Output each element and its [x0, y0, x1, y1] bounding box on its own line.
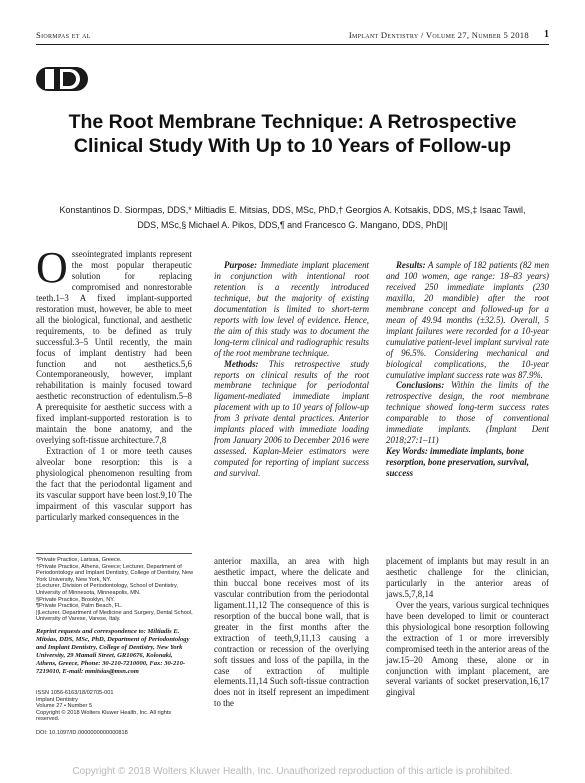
abstract-column-left [214, 260, 369, 479]
intro-paragraph-1: sseointegrated implants represent the most popular therapeutic solution for replacing compromised and nonrestorable teeth.1–3 A fixed implant-supported restoration must, however, be able to meet all the biological, functional, and aesthetic requirements, to be defined as truly successful.3–5 Until recently, the main focus of implant dentistry had been function and not aesthetics.5,6 Contemporaneously, however, implant rehabilitation is mainly focused toward aesthetic reconstruction of edentulism.5–8 A prerequisite for aesthetic success with a fixed implant-supported restoration is to maintain the bone anatomy, and the overlying soft-tissue architecture.7,8 [36, 249, 192, 446]
issn-line: ISSN 1056-6163/18/02705-001 [36, 690, 114, 696]
body-paragraph: placement of implants but may result in an aesthetic challenge for the clinician, particularly in the anterior areas of jaws.5,7,8,14 [386, 556, 549, 599]
footnote: ‡Lecturer, Division of Periodontology, School of Dentistry, University of Minnesota, Minneapolis, MN. [36, 583, 178, 596]
author-list: Konstantinos D. Siormpas, DDS,* Miltiadis E. Mitsias, DDS, MSc, PhD,† Georgios A. Kotsakis, DDS, MS,‡ Isaac Tawil, DDS, MSc,§ Michael A. Pikos, DDS,¶ and Francesco G. Mangano, DDS, PhD|| [59, 205, 526, 230]
results-text: A sample of 182 patients (82 men and 100 women, age range: 18–83 years) received 250 immediate implants (230 maxilla, 20 mandible) after the root membrane concept and followed-up for a mean of 49.94 months (±32.5). Overall, 5 implant failures were recorded for a 10-year cumulative patient-level implant survival rate of 96.5%. Considering mechanical and biological complications, the 10-year cumulative implant success rate was 87.9%. [386, 260, 550, 380]
body-column-middle [214, 556, 369, 709]
methods-text: This retrospective study reports on clinical results of the root membrane technique for periodontal ligament-mediated immediate implant placement with up to 10 years of follow-up from 3 private dental practices. Anterior implants placed with immediate loading from January 2006 to December 2016 were assessed. Kaplan-Meier estimators were computed for reporting of implant success and survival. [214, 358, 370, 479]
conclusions-text: Within the limits of the retrospective design, the root membrane technique showed long-term success rates comparable to those of conventional immediate implants. (Implant Dent 2018;27:1–11) [386, 380, 549, 446]
header-rule [36, 44, 549, 45]
volume-line: Volume 27 • Number 5 [36, 703, 93, 710]
rights-line: Copyright © 2018 Wolters Kluwer Health, Inc. All rights reserved. [36, 709, 172, 723]
conclusions-label: Conclusions: [396, 380, 445, 391]
journal-line: Implant Dentistry [36, 696, 78, 703]
keywords-label: Key Words: [386, 446, 428, 457]
running-head-journal: Implant Dentistry / Volume 27, Number 5 2018 [348, 30, 529, 40]
purpose-text: Immediate implant placement in conjunction with intentional root retention is a recently introduced technique, but the majority of existing documentation is limited to short-term reports with low level of evidence. Hence, the aim of this study was to document the long-term clinical and radiographic results of the root membrane technique. [214, 260, 369, 358]
intro-column [36, 243, 192, 523]
doi: DOI: 10.1097/ID.0000000000000818 [36, 730, 128, 736]
drop-cap: O [36, 243, 68, 292]
methods-label: Methods: [224, 358, 259, 369]
journal-logo [36, 67, 88, 91]
issn-block [36, 690, 186, 723]
body-column-right [386, 556, 549, 698]
copyright-notice: Copyright © 2018 Wolters Kluwer Health, Inc. Unauthorized reproduction of this article is prohibited. [72, 766, 513, 777]
body-paragraph: anterior maxilla, an area with high aesthetic impact, where the delicate and thin buccal bone receives most of its vascular contribution from the periodontal ligament.11,12 The consequence of this is resorption of the buccal bone wall, that is greater in the first months after the extraction of teeth,9,11,13 causing a contraction or recession of the overlying soft tissues and loss of the papilla, in the case of extraction of multiple elements.11,14 Such soft-tissue contraction does not in itself represent an impediment to the [214, 556, 369, 709]
footnote: †Private Practice, Athens, Greece; Lecturer, Department of Periodontology and Implant Dentistry, College of Dentistry, New York University, New York, NY. [36, 563, 194, 583]
footnote: §Private Practice, Brooklyn, NY. [36, 596, 115, 603]
purpose-label: Purpose: [224, 260, 258, 270]
reprint-requests: Reprint requests and correspondence to: Miltiadis E. Mitsias, DDS, MSc, PhD, Department of Periodontology and Implant Dentistry, College of Dentistry, New York University, 29 Mamali Street, GR10676, Kolonaki, Athens, Greece, Phone: 30-210-7210000, Fax: 30-210-7219010, E-mail: mmitsias@msn.com [36, 628, 190, 675]
body-paragraph: Over the years, various surgical techniques have been developed to limit or counteract this physiological bone resorption following the extraction of 1 or more irreversibly compromised teeth in the anterior areas of the jaw.15–20 Among these, alone or in conjunction with implant placement, are several variants of socket preservation,16,17 gingival [386, 599, 549, 698]
results-label: Results: [396, 260, 426, 270]
article-title: The Root Membrane Technique: A Retrospective Clinical Study With Up to 10 Years of Follow-up [68, 111, 517, 157]
footnote: *Private Practice, Larissa, Greece. [36, 557, 122, 563]
intro-paragraph-2: Extraction of 1 or more teeth causes alveolar bone resorption: this is a physiological phenomenon resulting from the fact that the periodontal ligament and its vascular support have been lost.9,10 The impairment of this vascular support has particularly marked consequences in the [36, 446, 192, 522]
running-head-authors: Siormpas et al [36, 30, 91, 40]
affiliation-footnotes [36, 557, 196, 623]
abstract-column-right [386, 260, 549, 479]
footnote-rule [36, 553, 192, 554]
footnote: ¶Private Practice, Palm Beach, FL. [36, 603, 123, 610]
page-number: 1 [544, 29, 549, 40]
keywords-text: immediate implants, bone resorption, bone preservation, survival, success [386, 446, 529, 479]
footnote: ||Lecturer, Department of Medicine and Surgery, Dental School, University of Varese, Varese, Italy. [36, 609, 193, 623]
